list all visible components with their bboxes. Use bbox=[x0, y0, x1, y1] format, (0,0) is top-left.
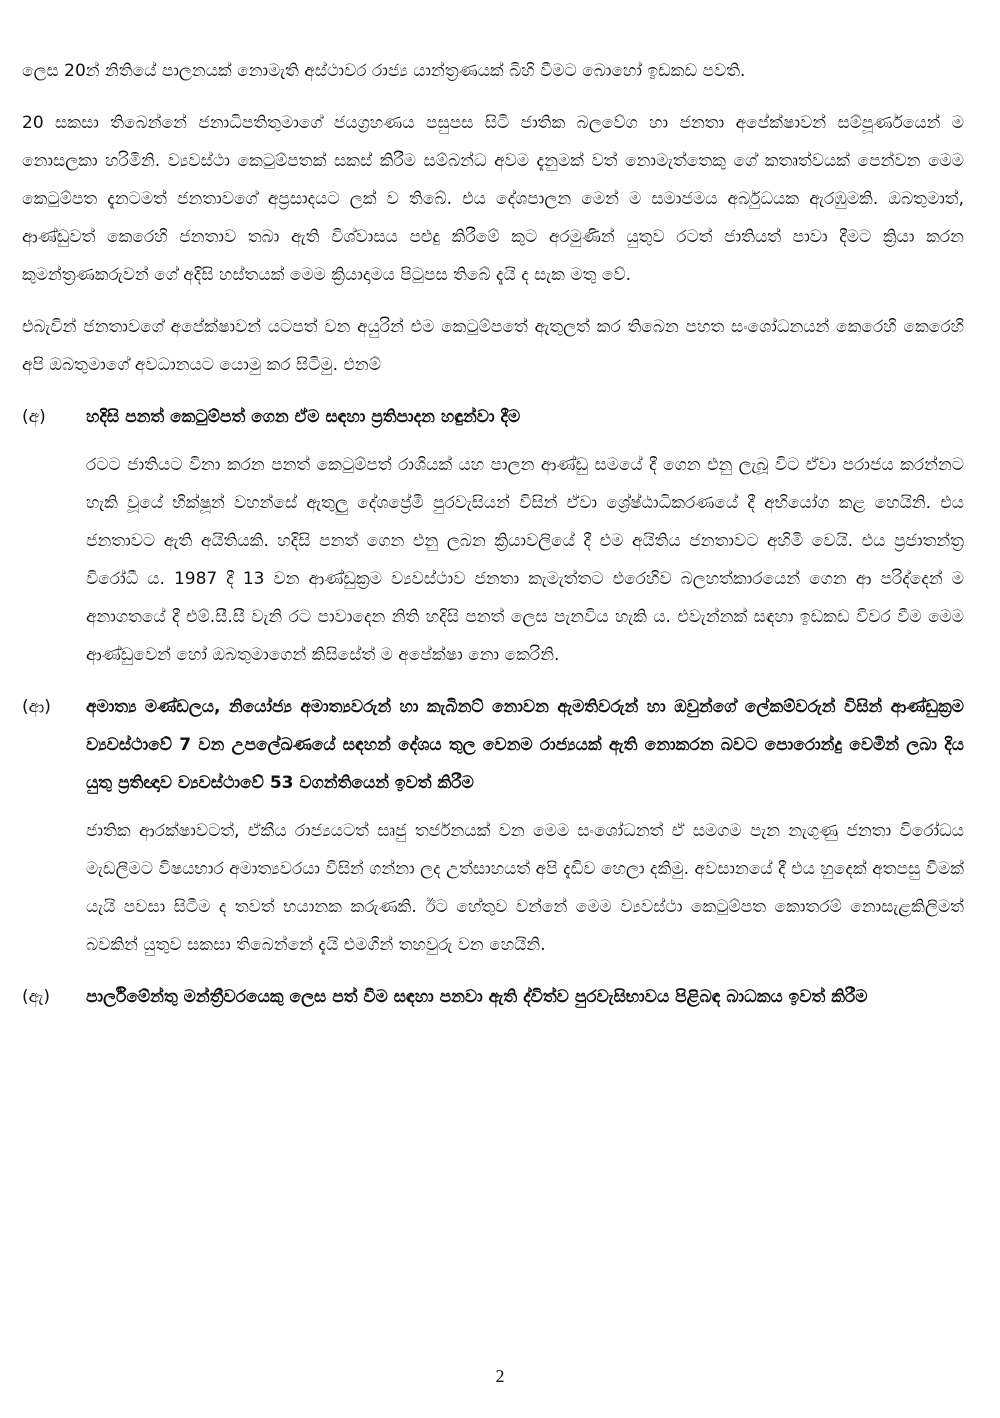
section-a-title: හදිසි පනත් කෙටුම්පත් ගෙන ඒම සඳහා ප්‍රතිපාදන හඳුන්වා දීම bbox=[86, 407, 521, 427]
section-aa-marker: (ආ) bbox=[22, 697, 51, 717]
section-aa-title: අමාත්‍ය මණ්ඩලය, නියෝජ්‍ය අමාත්‍යවරුන් හා කැබිනට් නොවන ඇමතිවරුන් හා ඔවුන්ගේ ලේකම්වරුන් විසින් ආණ්ඩුක්‍රම ව්‍යවස්ථාවේ 7 වන උපලේඛණයේ සඳහන් දේශය තුල වෙනම රාජ්‍යයක් ඇති නොකරන බවට පොරොන්දු වෙමින් ලබා දිය යුතු ප්‍රතිඥාව ව්‍යවස්ථාවේ 53 වගන්තියෙන් ඉවත් කිරීම bbox=[86, 697, 964, 793]
section-aa-heading bbox=[22, 688, 964, 802]
section-ae-heading bbox=[22, 978, 964, 1016]
document-page bbox=[22, 52, 964, 1026]
section-ae-title: පාර්ලිමේන්තු මන්ත්‍රීවරයෙකු ලෙස පත් වීම සඳහා පනවා ඇති ද්විත්ව පුරවැසිභාවය පිළිබඳ බාධකය ඉවත් කිරීම bbox=[86, 987, 868, 1007]
section-ae-marker: (ඇ) bbox=[22, 987, 51, 1007]
section-a-body: රටට ජාතියට විනා කරන පනත් කෙටුම්පත් රාශියක් යහ පාලන ආණ්ඩු සමයේ දී ගෙන එනු ලැබූ විට ඒවා පරාජය කරන්නට හැකි වූයේ භික්ෂූන් වහන්සේ ඇතුලු දේශප්‍රේමී පුරවැසියන් විසින් ඒවා ශ්‍රේෂ්ඨාධිකරණයේ දී අභියෝග කළ හෙයිනි. එය ජනතාවට ඇති අයිතියකි. හදිසි පනත් ගෙන එනු ලබන ක්‍රියාවලියේ දී එම අයිතිය ජනතාවට අහිමි වෙයි. එය ප්‍රජාතන්ත්‍ර විරෝධී ය. 1987 දී 13 වන ආණ්ඩුක්‍රම ව්‍යවස්ථාව ජනතා කැමැත්තට එරෙහිව බලහත්කාරයෙන් ගෙන ආ පරිද්දෙන් ම අනාගතයේ දී එම්.සී.සී වැනි රට පාවාදෙන නිති හදිසි පනත් ලෙස පැනවිය හැකි ය. එවැන්නක් සඳහා ඉඩකඩ විවර වීම මෙම ආණ්ඩුවෙන් හෝ ඔබතුමාගෙන් කිසිසේත් ම අපේක්ෂා නො කෙරිනි. bbox=[86, 455, 964, 665]
intro-paragraph-3: එබැවින් ජනතාවගේ අපේක්ෂාවන් යටපත් වන අයුරින් එම කෙටුම්පතේ ඇතුලත් කර තිබෙන පහත සංශෝධනයන් කෙරෙහි කෙරෙහි අපි ඔබතුමාගේ අවධානයට යොමු කර සිටිමු. එනම් bbox=[22, 317, 964, 375]
section-a-heading bbox=[22, 398, 964, 436]
section-aa-body: ජාතික ආරක්ෂාවටත්, ඒකීය රාජ්‍යයටත් සෘජු තර්ජනයක් වන මෙම සංශෝධනත් ඒ සමගම පැන නැගුණු ජනතා විරෝධය මැඩලීමට විෂයභාර අමාත්‍යවරයා විසින් ගන්නා ලද උත්සාහයත් අපි දැඩිව හෙලා දකිමු. අවසානයේ දී එය හුදෙක් අතපසු වීමක් යැයි පවසා සිටීම ද තවත් භයානක කරුණකි. ඊට හේතුව වන්නේ මෙම ව්‍යවස්ථා කෙටුම්පත කොතරම් නොසැළකිලිමත් බවකින් යුතුව සකසා තිබෙන්නේ දැයි එමගින් තහවුරු වන හෙයිනි. bbox=[86, 821, 964, 955]
intro-paragraph-1: ලෙස 20න් නිතියේ පාලනයක් නොමැති අස්ථාවර රාජ්‍ය යාන්ත්‍රණයක් බිහි වීමට බොහෝ ඉඩකඩ පවති. bbox=[22, 61, 746, 81]
intro-paragraph-2: 20 සකසා තිබෙන්නේ ජනාධිපතිතුමාගේ ජයග්‍රහණය පසුපස සිටි ජාතික බලවේග හා ජනතා අපේක්ෂාවන් සම්පූර්ණයෙන් ම නොසලකා හරිමිනි. ව්‍යවස්ථා කෙටුම්පතක් සකස් කිරීම සම්බන්ධ අවම දැනුමක් වත් නොමැත්තෙකු ගේ කතෘත්වයක් පෙන්වන මෙම කෙටුම්පත දැනටමත් ජනතාවගේ අප්‍රසාදයට ලක් ව තිබේ. එය දේශපාලන මෙන් ම සමාජමය අර්බුධයක ඇරඹුමකි. ඔබතුමාත්, ආණ්ඩුවත් කෙරෙහි ජනතාව තබා ඇති විශ්වාසය පළුදු කිරීමේ කුට අරමුණින් යුතුව රටත් ජාතියත් පාවා දීමට ක්‍රියා කරන කුමන්ත්‍රණකරුවන් ගේ අදිසි හස්තයක් මෙම ක්‍රියාදාමය පිටුපස තිබේ දැයි ද සැක මතු වේ. bbox=[22, 113, 964, 285]
page-number: 2 bbox=[495, 1366, 505, 1386]
section-a-marker: (අ) bbox=[22, 407, 46, 427]
